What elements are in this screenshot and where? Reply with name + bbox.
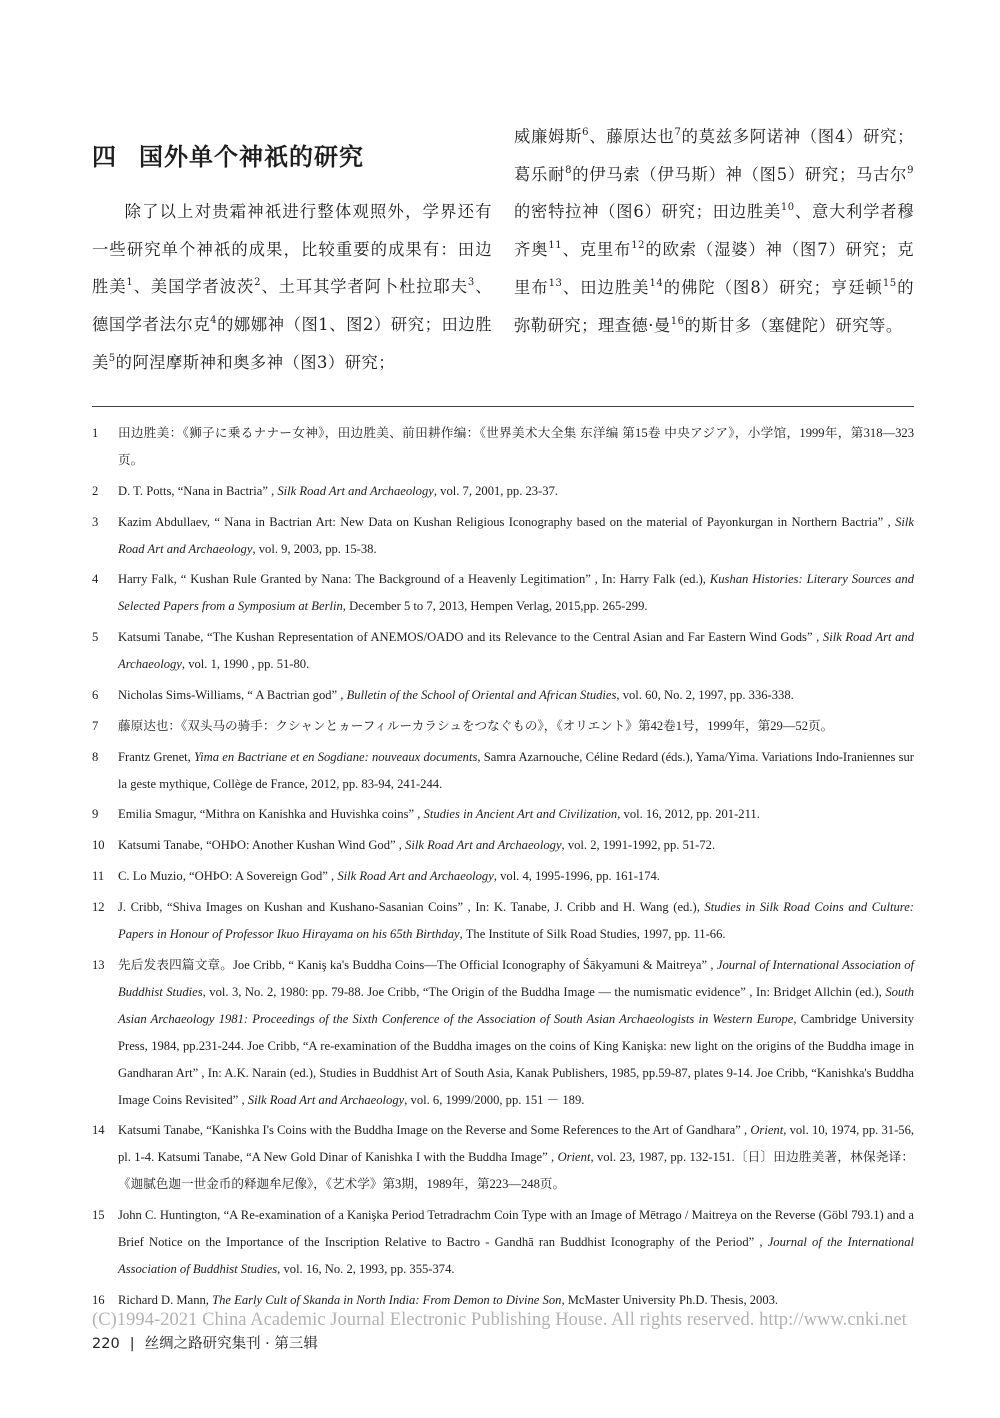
footnote-ref[interactable]: 11 [548, 240, 563, 252]
citation-text: C. Lo Muzio, “OHÞO: A Sovereign God” , [118, 868, 338, 883]
citation-title: Yima en Bactriane et en Sogdiane: nouveaux documents [194, 749, 478, 764]
footnote-text [118, 713, 914, 740]
footnote-item [92, 1117, 914, 1198]
footnote-item [92, 420, 914, 474]
footnote-item [92, 624, 914, 678]
citation-title: Kushan Histories: Literary Sources and Selected Papers from a Symposium at Berlin [118, 572, 914, 614]
citation-text: D. T. Potts, “Nana in Bactria” , [118, 483, 278, 498]
paragraph-text: 的伊马索（伊马斯）神（图5）研究；马古尔 [572, 164, 908, 184]
footnote-item [92, 566, 914, 620]
footnote-text [118, 832, 914, 859]
citation-text: , Cambridge University Press, 1984, pp.231-244. Joe Cribb, “A re-examination of the Buddha images on the coins of King Kanişka: new light on the origins of the Buddha image in Gandharan Art” , In: A.K. Narain (ed.), Studies in Buddhist Art of South Asia, Kanak Publishers, 1985, pp.59-87, plates 9-14. Joe Cribb, “Kanishka's Buddha Image Coins Revisited” , [118, 1011, 914, 1107]
footnote-ref[interactable]: 6 [582, 127, 590, 138]
footnotes-list [92, 420, 914, 1318]
citation-text: , vol. 60, No. 2, 1997, pp. 336-338. [616, 687, 794, 702]
citation-title: South Asian Archaeology 1981: Proceedings of the Sixth Conference of the Association of South Asian Archaeologists in Western Europe [118, 984, 914, 1026]
footnote-text [118, 420, 914, 474]
footnote-number: 7 [92, 718, 99, 733]
citation-text: J. Cribb, “Shiva Images on Kushan and Kushano-Sasanian Coins” , In: K. Tanabe, J. Cribb and H. Wang (ed.), [118, 899, 705, 914]
footnote-item [92, 801, 914, 828]
citation-text: , vol. 7, 2001, pp. 23-37. [433, 483, 559, 498]
footnote-text [118, 1117, 914, 1198]
paragraph-text: 、土耳其学者阿卜杜拉耶夫 [261, 277, 468, 297]
citation-text: Richard D. Mann, [118, 1292, 213, 1307]
citation-text: , vol. 9, 2003, pp. 15-38. [252, 541, 377, 556]
citation-text: Nicholas Sims-Williams, “ A Bactrian god” , [118, 687, 347, 702]
footnote-ref[interactable]: 5 [108, 352, 116, 364]
paragraph-text: 的阿涅摩斯神和奥多神（图3）研究； [115, 352, 396, 372]
footnote-number: 12 [92, 899, 105, 914]
citation-text: , Samra Azarnouche, Céline Redard (éds.), Yama/Yima. Variations Indo-Iraniennes sur la geste mythique, Collège de France, 2012, pp. 83-94, 241-244. [118, 749, 915, 791]
paragraph-text: 、美国学者波茨 [133, 277, 255, 297]
citation-title: Silk Road Art and Archaeology [337, 868, 494, 883]
footnote-text [118, 744, 914, 798]
left-column [92, 118, 492, 382]
footnote-item [92, 478, 914, 505]
footnote-ref[interactable]: 9 [907, 164, 914, 176]
citation-text: 田边胜美：《狮子に乗るナナー女神》，田边胜美、前田耕作编：《世界美术大全集 东洋编 第15卷 中央アジア》，小学馆，1999年，第318—323页。 [118, 426, 914, 467]
footnote-text [118, 801, 914, 828]
footnote-divider [92, 406, 914, 407]
footnote-item [92, 744, 914, 798]
page-number: 220 [92, 1336, 120, 1352]
footnote-ref[interactable]: 7 [674, 127, 682, 138]
citation-text: John C. Huntington, “A Re-examination of a Kanişka Period Tetradrachm Coin Type with an Image of Mētrago / Maitreya on the Reverse (Göbl 793.1) and a Brief Notice on the Importance of the Inscription Relative to Bactro - Gandhā ran Buddhist Iconography of the Period” , [118, 1208, 914, 1250]
citation-text: 先后发表四篇文章。Joe Cribb, “ Kaniş ka's Buddha Coins—The Official Iconography of Śākyamuni & Maitreya” , [118, 957, 717, 972]
citation-title: Orient [557, 1150, 591, 1165]
footnote-text [118, 478, 914, 505]
paragraph-text: 除了以上对贵霜神祇进行整体观照外，学界还有一些研究单个神祇的成果，比较重要的成果有：田边胜美 [92, 202, 492, 297]
footnote-number: 16 [92, 1292, 105, 1307]
footnote-ref[interactable]: 3 [467, 277, 475, 289]
citation-title: Bulletin of the School of Oriental and African Studies [346, 687, 617, 702]
footnote-number: 2 [92, 483, 99, 498]
footnote-ref[interactable]: 1 [126, 277, 134, 289]
citation-text: , vol. 10, 1974, pp. 31-56, pl. 1-4. Katsumi Tanabe, “A New Gold Dinar of Kanishka I with the Buddha Image” , [118, 1123, 915, 1165]
paragraph-text: 的佛陀（图8）研究；亨廷顿 [663, 277, 883, 297]
footnote-ref[interactable]: 8 [565, 164, 572, 176]
paragraph-text: 的密特拉神（图6）研究；田边胜美 [514, 202, 781, 222]
citation-text: Kazim Abdullaev, “ Nana in Bactrian Art: New Data on Kushan Religious Iconography based on the material of Payonkurgan in Northern Bactria” , [118, 514, 896, 529]
paragraph-text: 的欧索（湿婆）神（图7）研究；克里布 [514, 240, 914, 297]
paragraph-text: 威廉姆斯 [514, 127, 583, 146]
journal-name: 丝绸之路研究集刊 · 第三辑 [144, 1336, 318, 1352]
citation-text: , vol. 6, 1999/2000, pp. 151 － 189. [404, 1092, 585, 1107]
footnote-text [118, 894, 914, 948]
footnote-ref[interactable]: 13 [548, 277, 563, 289]
footnote-text [118, 509, 914, 563]
footnote-ref[interactable]: 16 [670, 315, 685, 327]
footnote-number: 4 [92, 572, 99, 587]
footnote-text [118, 952, 914, 1114]
footnote-ref[interactable]: 14 [649, 277, 664, 289]
citation-title: The Early Cult of Skanda in North India: From Demon to Divine Son [212, 1292, 562, 1307]
footnote-number: 10 [92, 838, 105, 853]
citation-text: Frantz Grenet, [118, 749, 195, 764]
paragraph-text: 、意大利学者穆齐奥 [514, 202, 914, 260]
footnote-number: 1 [92, 426, 99, 440]
section-heading [92, 142, 492, 172]
page-footer [92, 1332, 318, 1353]
footnote-number: 13 [92, 957, 105, 972]
paragraph-text: 、藤原达也 [589, 127, 675, 146]
footnote-item [92, 952, 914, 1114]
footnote-number: 11 [92, 868, 105, 883]
footnote-item [92, 1202, 914, 1283]
footnote-item [92, 509, 914, 563]
citation-text: Katsumi Tanabe, “OHÞO: Another Kushan Wind God” , [118, 838, 406, 853]
footnote-ref[interactable]: 12 [631, 240, 645, 252]
paragraph-text: 的斯甘多（塞健陀）研究等。 [684, 315, 903, 335]
section-number: 四 [92, 143, 117, 171]
paragraph-text: 、克里布 [562, 240, 632, 260]
citation-text: , December 5 to 7, 2013, Hempen Verlag, 2015,pp. 265-299. [342, 599, 648, 614]
citation-title: Journal of International Association of Buddhist Studies [118, 957, 914, 999]
citation-text: , vol. 16, 2012, pp. 201-211. [617, 807, 760, 822]
citation-text: , vol. 1, 1990 , pp. 51-80. [181, 657, 310, 672]
citation-title: Silk Road Art and Archaeology [277, 483, 434, 498]
paragraph-text: 、德国学者法尔克 [92, 277, 492, 335]
citation-title: Silk Road Art and Archaeology [118, 630, 914, 672]
footnote-number: 8 [92, 749, 99, 764]
footnote-item [92, 863, 914, 890]
copyright-watermark: (C)1994-2021 China Academic Journal Electronic Publishing House. All rights reserved. http://www.cnki.net [92, 1310, 907, 1330]
citation-text: Harry Falk, “ Kushan Rule Granted by Nana: The Background of a Heavenly Legitimation” , In: Harry Falk (ed.), [118, 572, 710, 587]
paragraph-text: 的莫兹多阿诺神（图4）研究；葛乐耐 [514, 127, 914, 184]
citation-title: Silk Road Art and Archaeology [247, 1092, 405, 1107]
citation-text: , McMaster University Ph.D. Thesis, 2003. [561, 1292, 779, 1307]
footnote-number: 15 [92, 1208, 105, 1223]
citation-text: , vol. 16, No. 2, 1993, pp. 355-374. [277, 1262, 455, 1277]
section-title: 国外单个神祇的研究 [139, 143, 364, 171]
footnote-ref[interactable]: 15 [882, 277, 897, 289]
footnote-text [118, 1202, 914, 1283]
citation-text: , vol. 4, 1995-1996, pp. 161-174. [493, 868, 660, 883]
citation-text: , vol. 2, 1991-1992, pp. 51-72. [561, 838, 716, 853]
citation-title: Orient [750, 1123, 784, 1138]
citation-text: Katsumi Tanabe, “Kanishka I's Coins with the Buddha Image on the Reverse and Some References to the Art of Gandhara” , [118, 1123, 751, 1138]
footnote-item [92, 682, 914, 709]
footnote-item [92, 832, 914, 859]
citation-title: Studies in Ancient Art and Civilization [423, 807, 618, 822]
footnote-number: 9 [92, 807, 99, 822]
citation-text: 藤原达也：《双头马の骑手：クシャンとヵーフィルーカラシュをつなぐもの》，《オリエント》第42卷1号，1999年，第29—52页。 [118, 718, 834, 733]
footnote-text [118, 682, 914, 709]
citation-title: Silk Road Art and Archaeology [118, 514, 914, 556]
footnote-ref[interactable]: 4 [210, 315, 217, 327]
citation-text: , vol. 23, 1987, pp. 132-151.〔日〕田边胜美著，林保尧译：《迦腻色迦一世金币的释迦牟尼像》，《艺术学》第3期，1989年，第223—248页。 [118, 1150, 914, 1192]
citation-text: , The Institute of Silk Road Studies, 1997, pp. 11-66. [459, 926, 726, 941]
paragraph-text: 的弥勒研究；理查德·曼 [514, 277, 914, 335]
footnote-ref[interactable]: 10 [780, 202, 795, 214]
footnote-text [118, 566, 914, 620]
footnote-ref[interactable]: 2 [254, 277, 262, 289]
footnote-number: 6 [92, 687, 99, 702]
citation-title: Journal of the International Association of Buddhist Studies [118, 1235, 914, 1277]
left-paragraph [92, 193, 492, 382]
citation-title: Silk Road Art and Archaeology [405, 838, 562, 853]
right-column [514, 118, 914, 344]
citation-title: Studies in Silk Road Coins and Culture: Papers in Honour of Professor Ikuo Hirayama on his 65th Birthday [118, 899, 914, 941]
body-columns [92, 118, 914, 380]
footnote-number: 14 [92, 1123, 105, 1138]
footnote-item [92, 894, 914, 948]
right-paragraph [514, 118, 914, 344]
paragraph-text: 的娜娜神（图1、图2）研究；田边胜美 [92, 315, 492, 372]
footer-separator: | [129, 1336, 135, 1352]
citation-text: Katsumi Tanabe, “The Kushan Representation of ANEMOS/OADO and its Relevance to the Central Asian and Far Eastern Wind Gods” , [118, 630, 823, 645]
citation-text: , vol. 3, No. 2, 1980: pp. 79-88. Joe Cribb, “The Origin of the Buddha Image — the numismatic evidence” , In: Bridget Allchin (ed.), [202, 984, 886, 999]
footnote-text [118, 624, 914, 678]
paragraph-text: 、田边胜美 [562, 277, 650, 297]
footnote-text [118, 863, 914, 890]
footnote-number: 5 [92, 630, 99, 645]
citation-text: Emilia Smagur, “Mithra on Kanishka and Huvishka coins” , [118, 807, 424, 822]
footnote-number: 3 [92, 514, 99, 529]
footnote-item [92, 713, 914, 740]
